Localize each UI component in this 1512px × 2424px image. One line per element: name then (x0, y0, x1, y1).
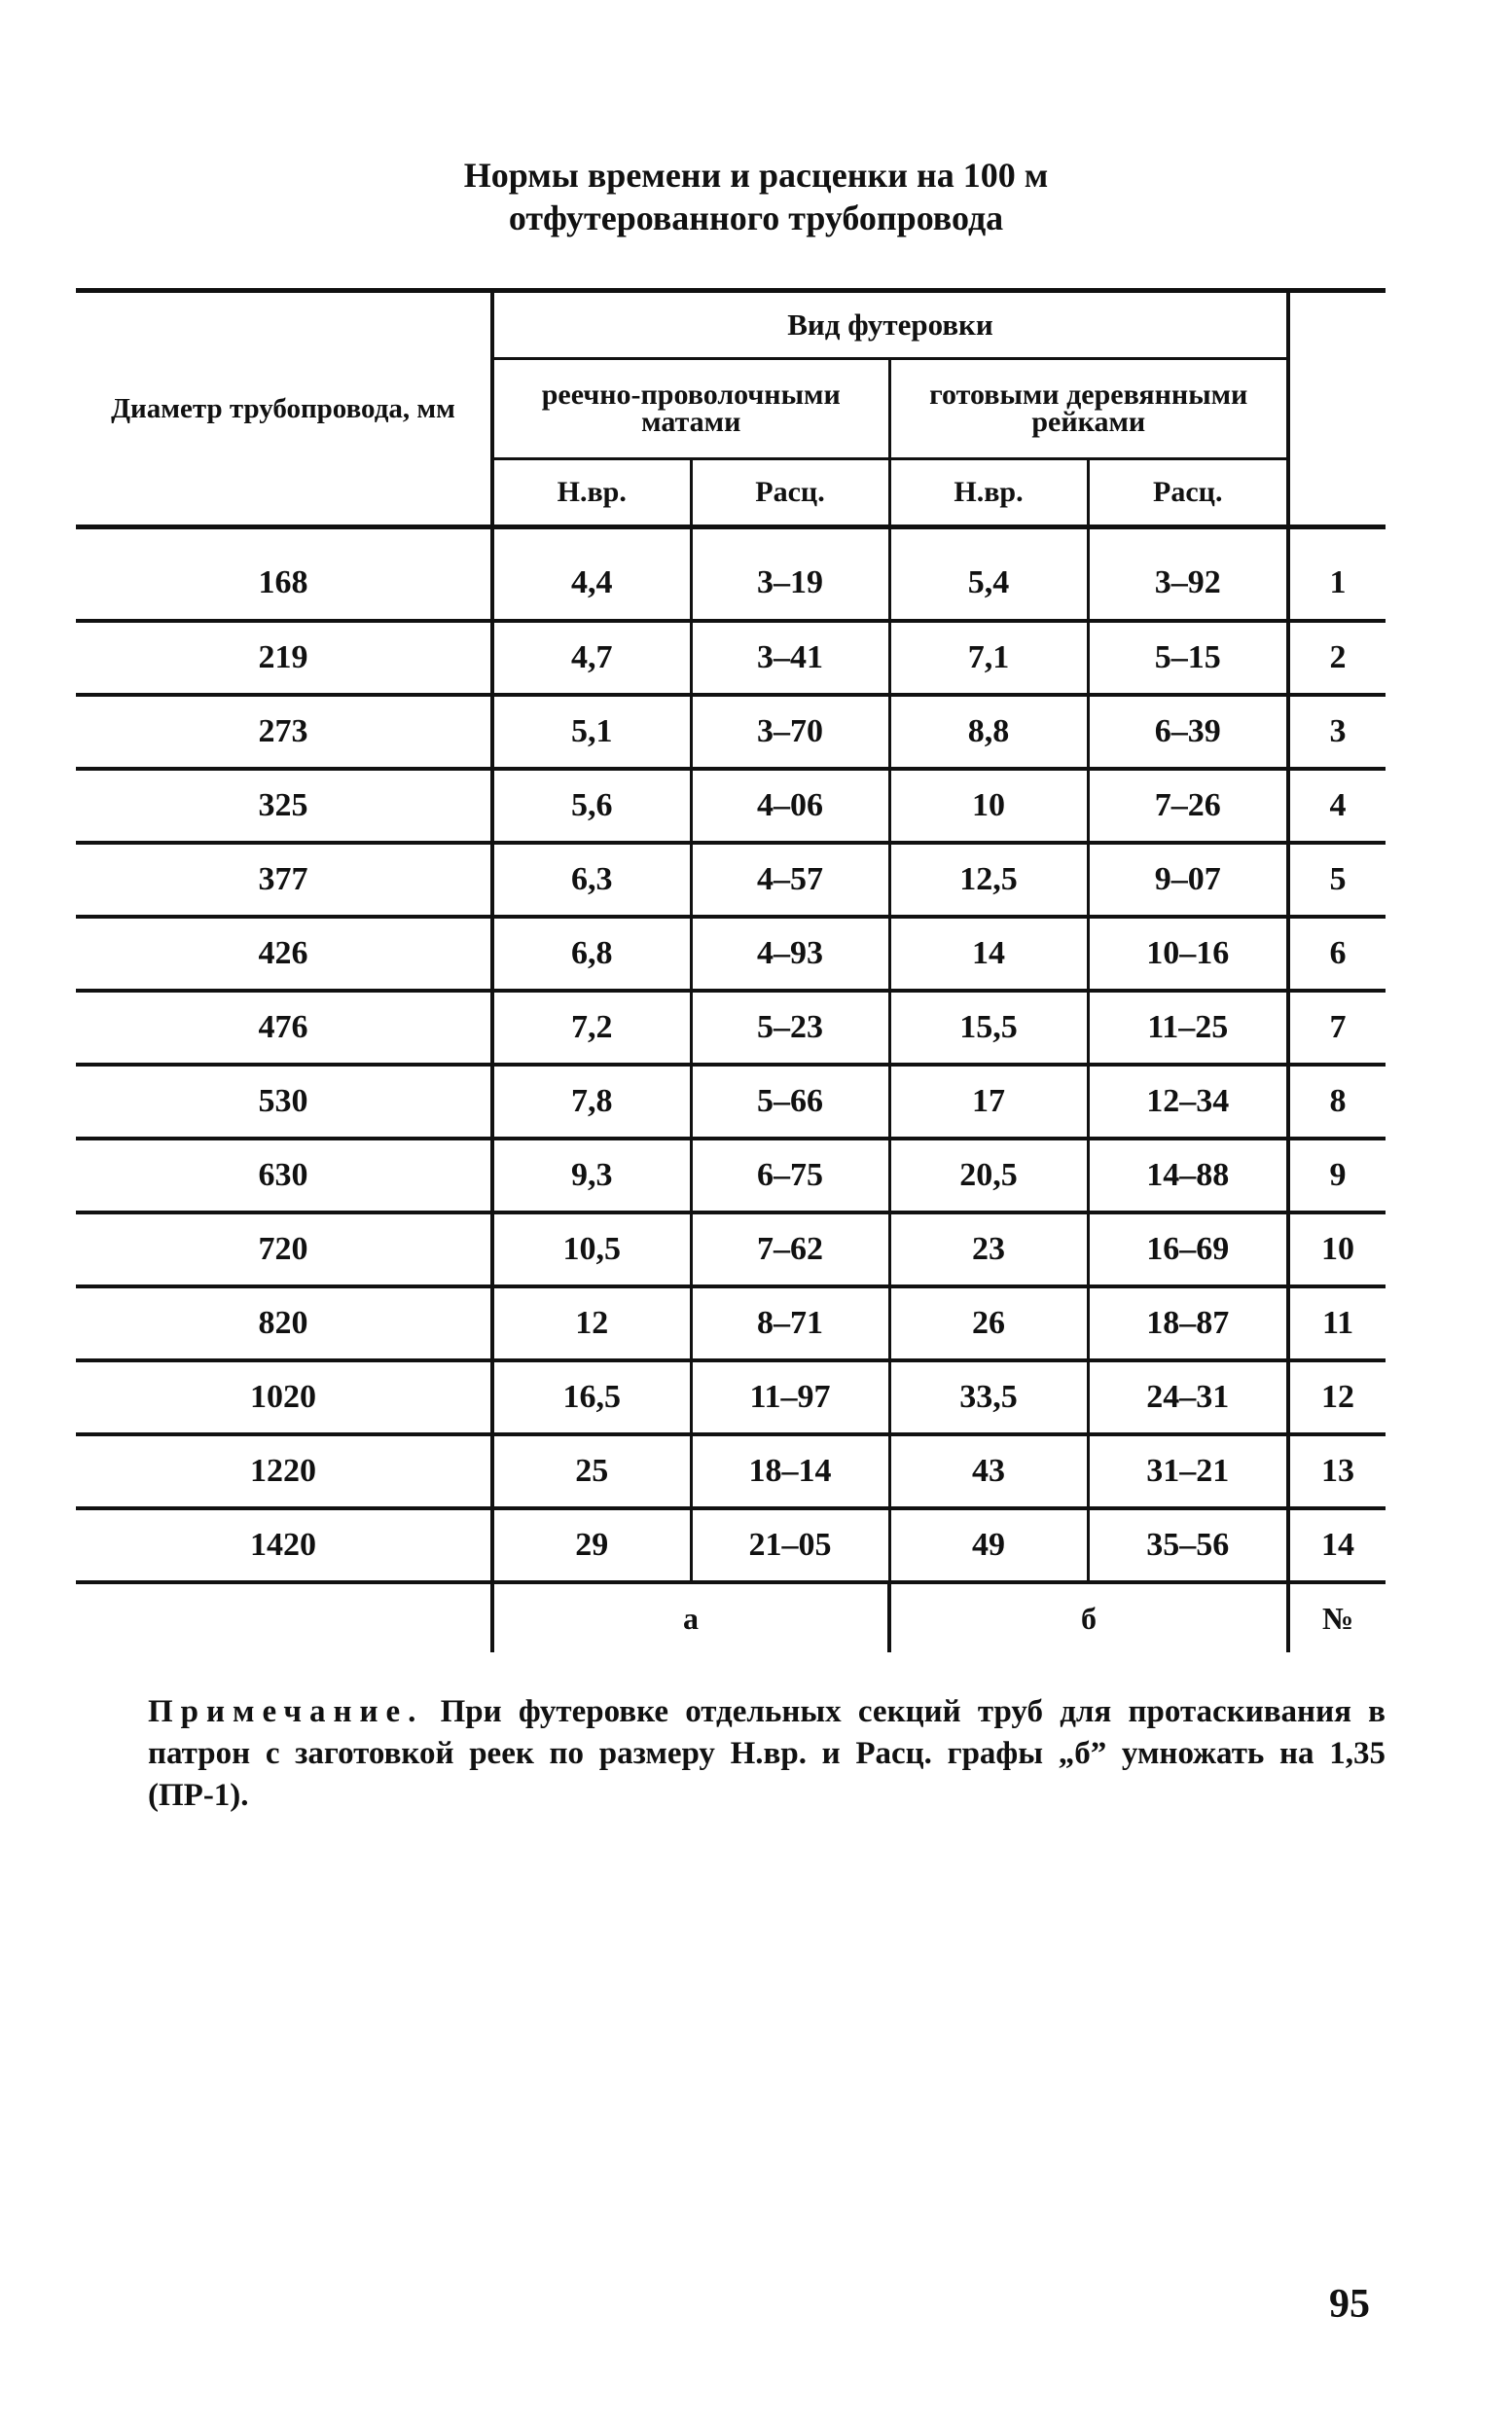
header-sub-b: готовыми деревянными рейками (889, 359, 1288, 459)
cell-b-rasc: 7–26 (1088, 769, 1288, 843)
cell-b-rasc: 16–69 (1088, 1212, 1288, 1286)
cell-row-number: 4 (1288, 769, 1386, 843)
table-row (76, 1212, 1386, 1286)
table-row (76, 917, 1386, 991)
cell-b-nvr: 14 (889, 917, 1088, 991)
cell-a-nvr: 6,3 (492, 843, 691, 917)
footer-row (76, 1582, 1386, 1652)
cell-b-rasc: 10–16 (1088, 917, 1288, 991)
page-title (0, 154, 1512, 239)
table-body (76, 527, 1386, 1583)
cell-a-nvr: 6,8 (492, 917, 691, 991)
cell-a-nvr: 16,5 (492, 1360, 691, 1434)
cell-row-number: 13 (1288, 1434, 1386, 1508)
cell-row-number: 11 (1288, 1286, 1386, 1360)
cell-a-nvr: 4,7 (492, 621, 691, 695)
footer-blank (76, 1582, 492, 1652)
cell-diameter: 377 (76, 843, 492, 917)
table-row (76, 1434, 1386, 1508)
title-line-1: Нормы времени и расценки на 100 м (463, 156, 1049, 195)
cell-b-rasc: 5–15 (1088, 621, 1288, 695)
header-lining-type: Вид футеровки (492, 291, 1288, 359)
cell-b-nvr: 10 (889, 769, 1088, 843)
cell-b-nvr: 15,5 (889, 991, 1088, 1065)
header-b-rasc: Расц. (1088, 459, 1288, 527)
cell-b-rasc: 12–34 (1088, 1065, 1288, 1139)
norms-table (76, 288, 1386, 1652)
cell-b-nvr: 7,1 (889, 621, 1088, 695)
cell-a-nvr: 25 (492, 1434, 691, 1508)
table-row (76, 621, 1386, 695)
cell-a-rasc: 4–57 (691, 843, 889, 917)
cell-row-number: 7 (1288, 991, 1386, 1065)
cell-b-nvr: 43 (889, 1434, 1088, 1508)
cell-diameter: 630 (76, 1139, 492, 1212)
cell-b-rasc: 31–21 (1088, 1434, 1288, 1508)
table-row (76, 1360, 1386, 1434)
cell-row-number: 14 (1288, 1508, 1386, 1582)
cell-row-number: 3 (1288, 695, 1386, 769)
cell-a-nvr: 9,3 (492, 1139, 691, 1212)
cell-b-nvr: 12,5 (889, 843, 1088, 917)
cell-b-nvr: 5,4 (889, 527, 1088, 622)
cell-row-number: 9 (1288, 1139, 1386, 1212)
cell-row-number: 5 (1288, 843, 1386, 917)
cell-a-rasc: 4–93 (691, 917, 889, 991)
cell-diameter: 168 (76, 527, 492, 622)
page-number: 95 (1329, 2282, 1370, 2327)
header-b-nvr: Н.вр. (889, 459, 1088, 527)
cell-b-rasc: 11–25 (1088, 991, 1288, 1065)
cell-b-rasc: 14–88 (1088, 1139, 1288, 1212)
header-diameter: Диаметр трубопровода, мм (76, 291, 492, 527)
header-a-nvr: Н.вр. (492, 459, 691, 527)
note-paragraph (148, 1691, 1386, 1817)
table-row (76, 1508, 1386, 1582)
cell-a-rasc: 8–71 (691, 1286, 889, 1360)
cell-a-nvr: 10,5 (492, 1212, 691, 1286)
table-row (76, 769, 1386, 843)
table-row (76, 527, 1386, 622)
cell-a-rasc: 3–70 (691, 695, 889, 769)
cell-b-rasc: 18–87 (1088, 1286, 1288, 1360)
cell-b-rasc: 6–39 (1088, 695, 1288, 769)
cell-diameter: 1220 (76, 1434, 492, 1508)
cell-diameter: 1420 (76, 1508, 492, 1582)
cell-a-rasc: 3–19 (691, 527, 889, 622)
cell-b-nvr: 33,5 (889, 1360, 1088, 1434)
footer-col-b: б (889, 1582, 1288, 1652)
cell-b-nvr: 26 (889, 1286, 1088, 1360)
cell-a-nvr: 7,8 (492, 1065, 691, 1139)
table-row (76, 695, 1386, 769)
cell-b-nvr: 23 (889, 1212, 1088, 1286)
cell-a-rasc: 5–23 (691, 991, 889, 1065)
header-a-rasc: Расц. (691, 459, 889, 527)
cell-diameter: 820 (76, 1286, 492, 1360)
cell-row-number: 2 (1288, 621, 1386, 695)
cell-a-rasc: 11–97 (691, 1360, 889, 1434)
table-row (76, 843, 1386, 917)
cell-diameter: 1020 (76, 1360, 492, 1434)
header-number-blank (1288, 291, 1386, 527)
table-row (76, 1139, 1386, 1212)
cell-row-number: 10 (1288, 1212, 1386, 1286)
cell-a-rasc: 5–66 (691, 1065, 889, 1139)
cell-a-nvr: 5,6 (492, 769, 691, 843)
note-lead: Примечание. (148, 1694, 424, 1729)
cell-a-rasc: 7–62 (691, 1212, 889, 1286)
cell-a-rasc: 18–14 (691, 1434, 889, 1508)
footer-col-no: № (1321, 1600, 1354, 1636)
header-row-1 (76, 291, 1386, 359)
cell-a-nvr: 12 (492, 1286, 691, 1360)
cell-diameter: 273 (76, 695, 492, 769)
cell-diameter: 219 (76, 621, 492, 695)
cell-row-number: 12 (1288, 1360, 1386, 1434)
cell-a-rasc: 6–75 (691, 1139, 889, 1212)
cell-row-number: 1 (1288, 527, 1386, 622)
table-row (76, 991, 1386, 1065)
cell-diameter: 476 (76, 991, 492, 1065)
cell-a-nvr: 29 (492, 1508, 691, 1582)
cell-b-rasc: 24–31 (1088, 1360, 1288, 1434)
cell-b-nvr: 49 (889, 1508, 1088, 1582)
cell-a-nvr: 4,4 (492, 527, 691, 622)
table-row (76, 1286, 1386, 1360)
cell-a-nvr: 5,1 (492, 695, 691, 769)
header-sub-a: реечно-проволочными матами (492, 359, 889, 459)
cell-b-nvr: 17 (889, 1065, 1088, 1139)
cell-b-nvr: 8,8 (889, 695, 1088, 769)
title-line-2: отфутерованного трубопровода (508, 199, 1004, 237)
note-text: При футеровке отдельных секций труб для протаскивания в патрон с заготовкой реек по размеру Н.вр. и Расц. графы „б” умножать на 1,35 (ПР-1). (148, 1694, 1386, 1813)
cell-a-rasc: 3–41 (691, 621, 889, 695)
footer-col-a: а (492, 1582, 889, 1652)
cell-a-rasc: 4–06 (691, 769, 889, 843)
cell-a-rasc: 21–05 (691, 1508, 889, 1582)
cell-diameter: 720 (76, 1212, 492, 1286)
cell-b-rasc: 3–92 (1088, 527, 1288, 622)
cell-diameter: 325 (76, 769, 492, 843)
cell-b-nvr: 20,5 (889, 1139, 1088, 1212)
cell-diameter: 530 (76, 1065, 492, 1139)
table-row (76, 1065, 1386, 1139)
cell-diameter: 426 (76, 917, 492, 991)
cell-a-nvr: 7,2 (492, 991, 691, 1065)
cell-b-rasc: 9–07 (1088, 843, 1288, 917)
cell-row-number: 6 (1288, 917, 1386, 991)
cell-b-rasc: 35–56 (1088, 1508, 1288, 1582)
cell-row-number: 8 (1288, 1065, 1386, 1139)
